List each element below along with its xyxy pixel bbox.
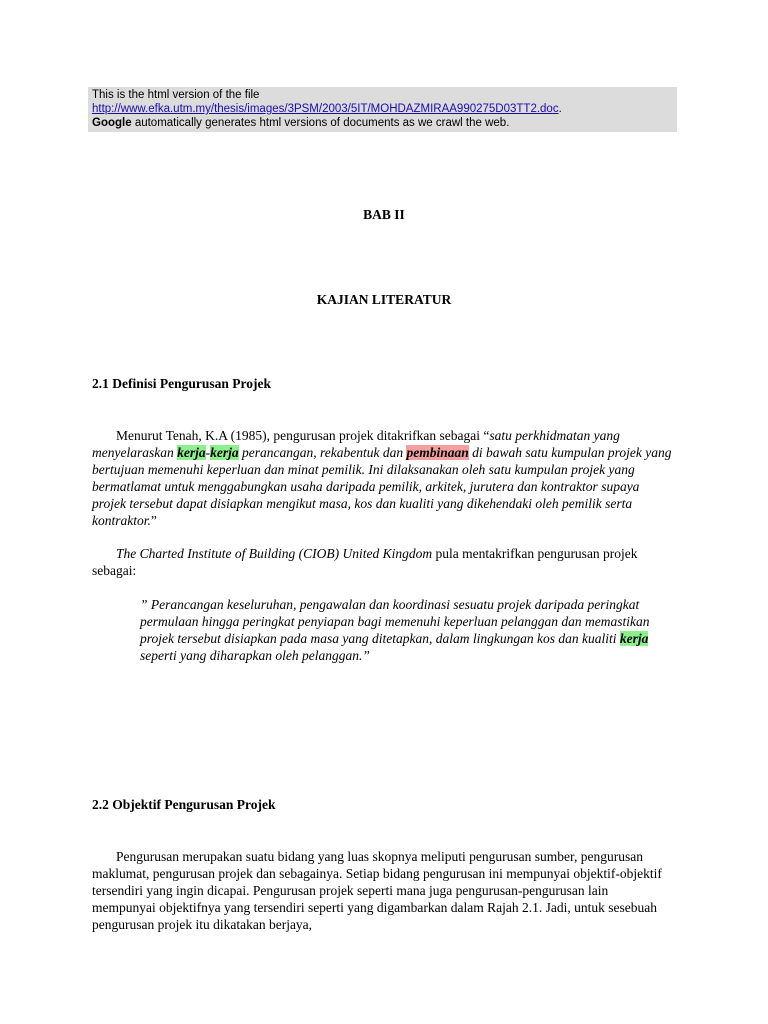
- quote-text: seperti yang diharapkan oleh pelanggan.”: [140, 648, 370, 663]
- highlight-term: kerja: [177, 445, 206, 460]
- section-heading-2-2: 2.2 Objektif Pengurusan Projek: [92, 797, 276, 812]
- organization-name: The Charted Institute of Building (CIOB) United Kingdom: [116, 546, 433, 561]
- para-dash: -: [205, 445, 211, 460]
- banner-brand: Google: [92, 117, 132, 129]
- highlight-term: pembinaan: [406, 445, 469, 460]
- chapter-number: BAB II: [363, 207, 405, 222]
- para-quote-text: satu perkhidmatan yang menyelaraskan: [92, 428, 620, 460]
- banner-url-suffix: .: [558, 103, 562, 115]
- highlight-term: kerja: [619, 631, 649, 646]
- para-quote-text: di bawah satu kumpulan projek yang bertujuan memenuhi keperluan dan minat pemilik. Ini dilaksanakan oleh satu kumpulan projek yang bermatlamat untuk menggabungkan usaha daripada pemilik, arkitek, jurutera dan kontraktor supaya projek tersebut dapat disiapkan mengikut masa, kos dan kualiti yang dikehendaki oleh pemilik serta kontraktor.: [92, 445, 672, 528]
- paragraph-objectives: [92, 848, 672, 933]
- paragraph-definition: [92, 427, 672, 529]
- para-text: Menurut Tenah, K.A (1985), pengurusan projek ditakrifkan sebagai “: [116, 428, 490, 443]
- para-text: Pengurusan merupakan suatu bidang yang luas skopnya meliputi pengurusan sumber, pengurusan maklumat, pengurusan projek dan sebagainya. Setiap bidang pengurusan ini mempunyai objektif-objektif tersendiri yang ingin dicapai. Pengurusan projek seperti mana juga pengurusan-pengurusan lain mempunyai objektifnya yang tersendiri seperti yang digambarkan dalam Rajah 2.1. Jadi, untuk sesebuah pengurusan projek itu dikatakan berjaya,: [92, 849, 662, 932]
- paragraph-ciob: [92, 545, 672, 579]
- section-heading-2-1: 2.1 Definisi Pengurusan Projek: [92, 376, 272, 391]
- quote-text: ” Perancangan keseluruhan, pengawalan dan koordinasi sesuatu projek daripada peringkat permulaan hingga peringkat penyiapan bagi memenuhi keperluan pelanggan dan memastikan projek tersebut disiapkan pada masa yang ditetapkan, dalam lingkungan kos dan kualiti: [140, 597, 650, 646]
- highlight-term: kerja: [210, 445, 239, 460]
- para-text: pula mentakrifkan pengurusan projek sebagai:: [92, 546, 638, 578]
- banner-intro: This is the html version of the file: [92, 89, 260, 101]
- para-quote-text: perancangan, rekabentuk dan: [238, 445, 407, 460]
- para-text: ”: [150, 513, 157, 528]
- banner-note: automatically generates html versions of documents as we crawl the web.: [131, 117, 510, 129]
- cache-banner: [88, 87, 677, 132]
- block-quote: [140, 596, 660, 664]
- source-file-link[interactable]: http://www.efka.utm.my/thesis/images/3PSM/2003/5IT/MOHDAZMIRAA990275D03TT2.doc: [92, 103, 559, 115]
- chapter-title: KAJIAN LITERATUR: [316, 292, 452, 307]
